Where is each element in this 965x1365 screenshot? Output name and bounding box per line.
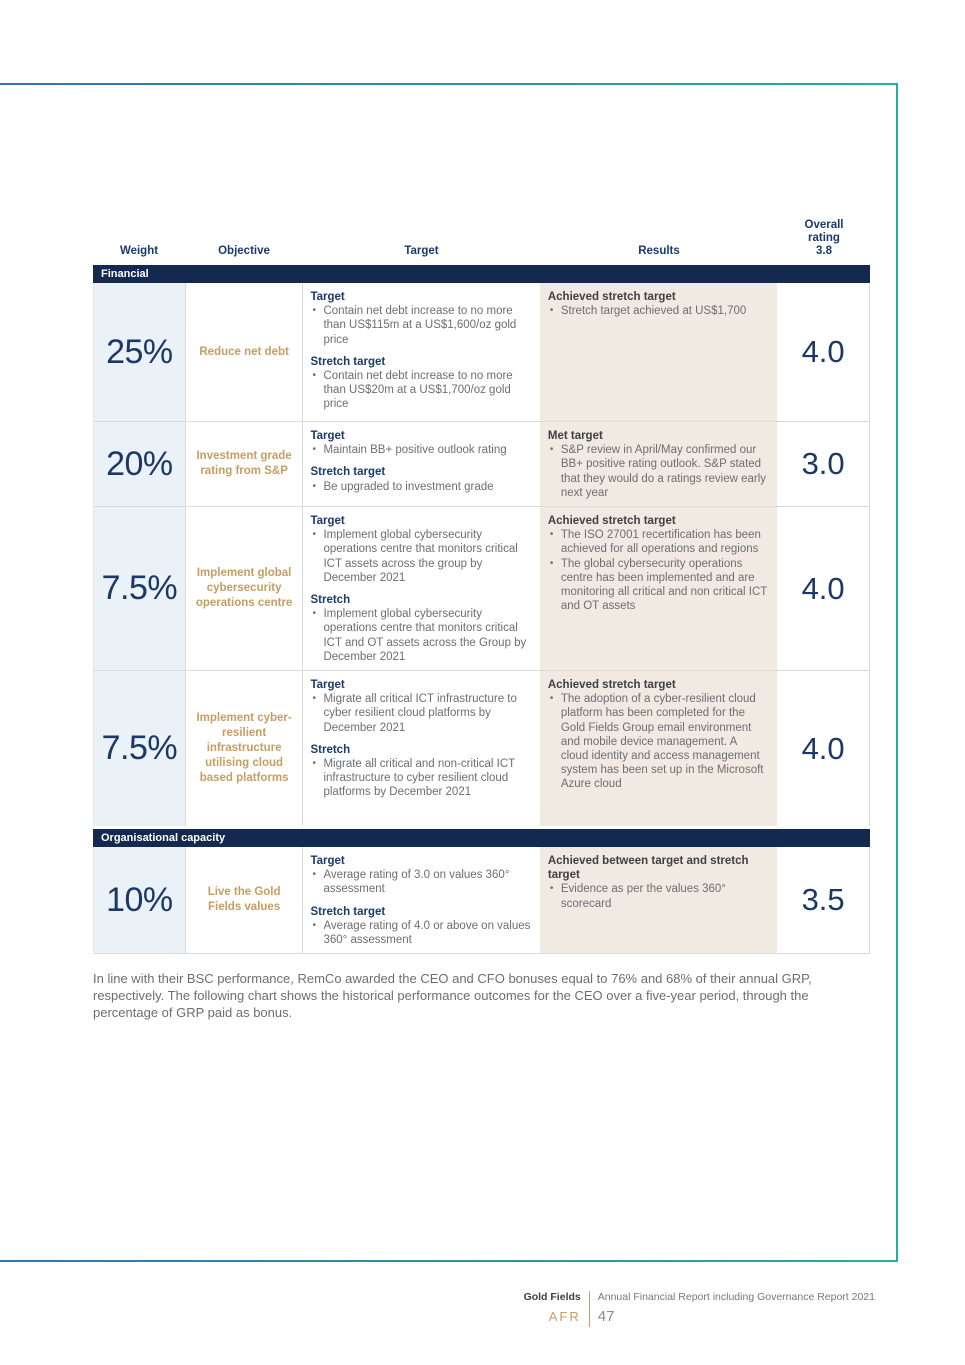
overall-rating-label: Overall rating bbox=[804, 219, 844, 244]
results-cell bbox=[540, 422, 777, 506]
rating-value: 4.0 bbox=[801, 730, 845, 766]
target-block-heading: Stretch bbox=[310, 743, 351, 756]
results-heading: Achieved stretch target bbox=[547, 515, 676, 528]
target-cell bbox=[303, 671, 539, 826]
target-cell bbox=[303, 507, 539, 670]
target-block bbox=[310, 465, 530, 493]
target-block-heading: Target bbox=[310, 430, 345, 442]
rating-cell bbox=[777, 847, 869, 953]
results-bullet: • S&P review in April/May confirmed our BB+ positive rating outlook. S&P stated that they would do a ratings review early next year bbox=[548, 443, 767, 500]
objective-label: Live the Gold Fields values bbox=[207, 886, 281, 914]
target-block bbox=[310, 429, 530, 457]
results-cell bbox=[540, 671, 777, 826]
target-bullet: • Contain net debt increase to no more than US$115m at a US$1,600/oz gold price bbox=[310, 304, 530, 347]
weight-value: 20% bbox=[106, 444, 173, 483]
rating-cell bbox=[777, 671, 869, 826]
target-bullet: • Maintain BB+ positive outlook rating bbox=[310, 443, 530, 457]
target-bullet: • Migrate all critical ICT infrastructure to cyber resilient cloud platforms by December 2021 bbox=[310, 692, 530, 735]
overall-rating-value: 3.8 bbox=[816, 245, 832, 257]
weight-cell bbox=[94, 847, 186, 953]
target-bullet: • Migrate all critical and non-critical ICT infrastructure to cyber resilient cloud platforms by December 2021 bbox=[310, 757, 530, 800]
weight-cell bbox=[94, 671, 186, 826]
column-header-overall-rating bbox=[778, 219, 870, 265]
target-block-heading: Stretch bbox=[310, 594, 351, 607]
objective-cell bbox=[186, 847, 304, 953]
results-cell bbox=[540, 507, 777, 670]
results-heading: Achieved stretch target bbox=[547, 679, 676, 692]
weight-value: 7.5% bbox=[101, 729, 178, 768]
frame-right-line bbox=[896, 83, 898, 1262]
target-block bbox=[310, 593, 530, 664]
results-bullet: • Stretch target achieved at US$1,700 bbox=[548, 304, 767, 318]
objective-cell bbox=[186, 507, 304, 670]
table-row bbox=[94, 670, 869, 826]
rating-cell bbox=[777, 507, 869, 670]
rating-value: 3.0 bbox=[801, 446, 845, 481]
performance-scorecard-table bbox=[93, 206, 870, 954]
column-header-target: Target bbox=[404, 245, 439, 257]
rating-cell bbox=[777, 283, 869, 421]
target-block-heading: Stretch target bbox=[310, 905, 386, 918]
results-bullet: • The ISO 27001 recertification has been achieved for all operations and regions bbox=[548, 528, 767, 556]
objective-label: Investment grade rating from S&P bbox=[196, 450, 292, 477]
rating-value: 4.0 bbox=[801, 570, 845, 606]
weight-value: 25% bbox=[106, 332, 173, 371]
target-bullet: • Average rating of 4.0 or above on values 360° assessment bbox=[310, 919, 530, 947]
footer-report-row bbox=[459, 1291, 875, 1308]
page-footer bbox=[459, 1291, 875, 1327]
objective-label: Implement global cybersecurity operations centre bbox=[195, 567, 293, 610]
weight-value: 10% bbox=[106, 880, 173, 919]
objective-cell bbox=[186, 283, 304, 421]
target-bullet: • Contain net debt increase to no more than US$20m at a US$1,700/oz gold price bbox=[310, 369, 530, 412]
results-cell bbox=[540, 283, 777, 421]
objective-label: Implement cyber-resilient infrastructure utilising cloud based platforms bbox=[196, 712, 292, 785]
footer-page-row bbox=[459, 1308, 875, 1327]
footer-afr-label: AFR bbox=[548, 1309, 581, 1324]
rating-value: 4.0 bbox=[801, 334, 845, 369]
target-cell bbox=[303, 283, 539, 421]
target-bullet: • Implement global cybersecurity operations centre that monitors critical ICT assets across the group by December 2021 bbox=[310, 528, 530, 585]
target-block bbox=[310, 905, 530, 948]
target-block-heading: Target bbox=[310, 291, 345, 303]
weight-cell bbox=[94, 422, 186, 506]
rating-value: 3.5 bbox=[801, 882, 845, 918]
table-row bbox=[94, 506, 869, 670]
table-row bbox=[94, 421, 869, 506]
weight-value: 7.5% bbox=[101, 569, 178, 608]
target-block-heading: Target bbox=[310, 855, 345, 868]
target-cell bbox=[303, 847, 539, 953]
footer-page-number: 47 bbox=[589, 1308, 615, 1327]
column-header-weight: Weight bbox=[119, 245, 159, 257]
target-block-heading: Target bbox=[310, 679, 345, 692]
target-block-heading: Target bbox=[310, 515, 345, 528]
target-block bbox=[310, 355, 530, 412]
section-header-organisational-capacity: Organisational capacity bbox=[93, 829, 870, 847]
target-bullet: • Be upgraded to investment grade bbox=[310, 480, 530, 494]
body-paragraph: In line with their BSC performance, RemCo awarded the CEO and CFO bonuses equal to 76% and 68% of their annual GRP, respectively. The following chart shows the historical performance outcomes for the CEO over a five-year period, through the percentage of GRP paid as bonus. bbox=[93, 971, 812, 1020]
target-block-heading: Stretch target bbox=[310, 466, 386, 479]
target-cell bbox=[303, 422, 539, 506]
weight-cell bbox=[94, 507, 186, 670]
column-header-results: Results bbox=[638, 245, 680, 257]
target-block bbox=[310, 290, 530, 347]
results-bullet: • The global cybersecurity operations centre has been implemented and are monitoring all critical and non critical ICT and OT assets bbox=[548, 557, 767, 614]
results-heading: Achieved stretch target bbox=[547, 291, 676, 303]
results-heading: Met target bbox=[547, 430, 603, 442]
weight-cell bbox=[94, 283, 186, 421]
column-header-row bbox=[93, 206, 870, 265]
rating-cell bbox=[777, 422, 869, 506]
frame-bottom-line bbox=[0, 1260, 898, 1262]
results-cell bbox=[540, 847, 777, 953]
objective-cell bbox=[186, 422, 304, 506]
frame-top-line bbox=[0, 83, 898, 85]
results-bullet: • Evidence as per the values 360° scorecard bbox=[548, 882, 767, 910]
footer-report-title: Annual Financial Report including Governance Report 2021 bbox=[589, 1291, 875, 1308]
objective-cell bbox=[186, 671, 304, 826]
section-header-financial: Financial bbox=[93, 265, 870, 283]
column-header-objective: Objective bbox=[218, 245, 270, 257]
target-bullet: • Average rating of 3.0 on values 360° assessment bbox=[310, 868, 530, 896]
table-row bbox=[94, 847, 869, 954]
target-block bbox=[310, 678, 530, 735]
target-block-heading: Stretch target bbox=[310, 355, 386, 368]
target-bullet: • Implement global cybersecurity operations centre that monitors critical ICT and OT assets across the Group by December 2021 bbox=[310, 607, 530, 664]
target-block bbox=[310, 743, 530, 800]
objective-label: Reduce net debt bbox=[199, 345, 289, 358]
results-bullet: • The adoption of a cyber-resilient cloud platform has been completed for the Gold Fields Group email environment and mobile device management. A cloud identity and access management system has been set up in the Microsoft Azure cloud bbox=[548, 692, 767, 791]
target-block bbox=[310, 854, 530, 897]
footer-brand: Gold Fields bbox=[523, 1291, 581, 1303]
results-heading: Achieved between target and stretch target bbox=[547, 855, 749, 882]
target-block bbox=[310, 514, 530, 585]
table-row bbox=[94, 283, 869, 421]
